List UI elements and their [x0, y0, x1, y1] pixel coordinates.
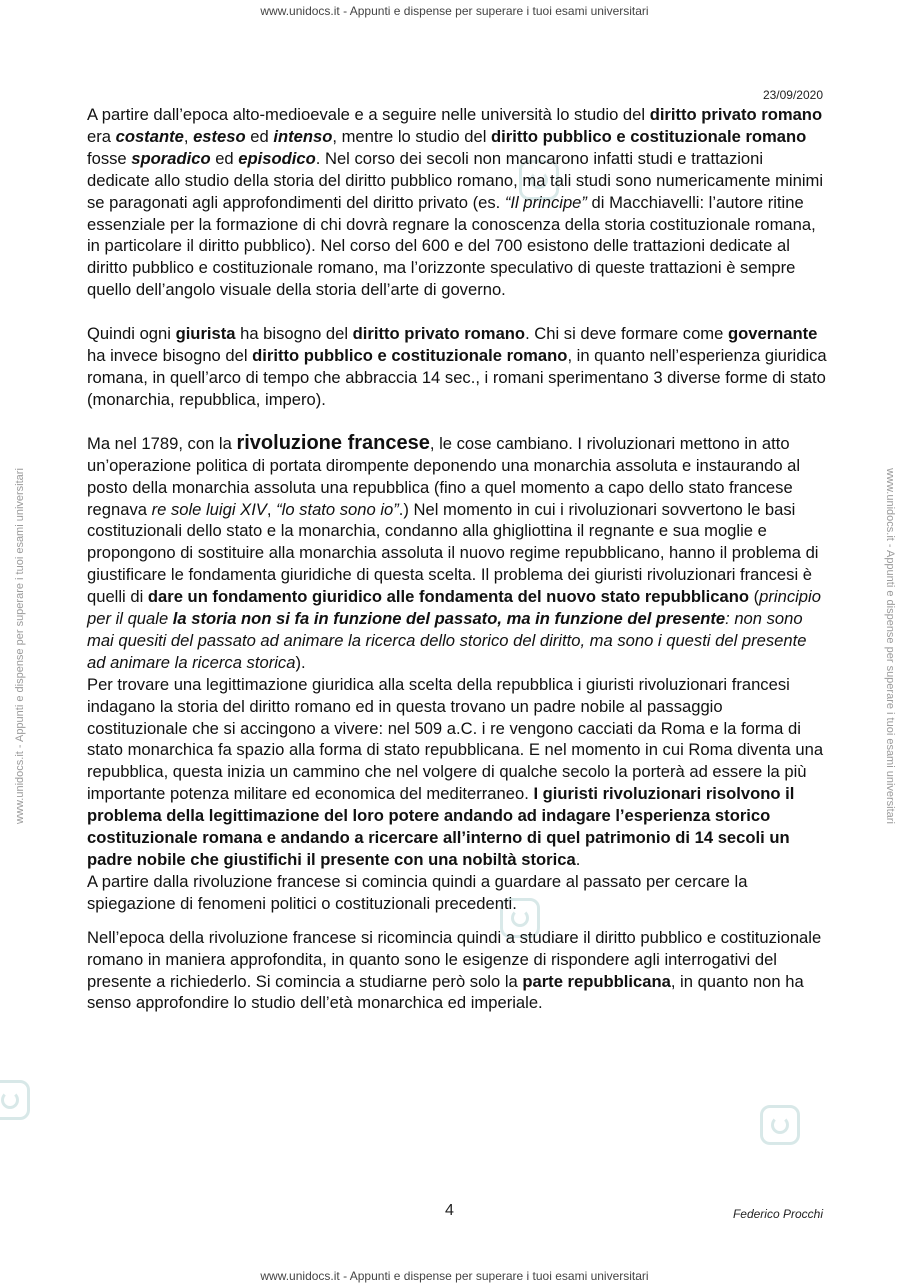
paragraph-4: Per trovare una legittimazione giuridica alla scelta della repubblica i giuristi rivoluzionari francesi indagano la storia del diritto romano ed in questa trovano un padre nobile al passaggio costituzionale che si accingono a vivere: nel 509 a.C. i re vengono cacciati da Roma e la forma di stato monarchica fa spazio alla forma di stato repubblicana. E nel momento in cui Roma diventa una repubblica, questa inizia un cammino che nel volgere di qualche secolo la porterà ad essere la più importante potenza militare ed economica del mediterraneo. I giuristi rivoluzionari risolvono il problema della legittimazione del loro potere andando ad indagare l’esperienza storico costituzionale romana e andando a ricercare all’interno di quel patrimonio di 14 secoli un padre nobile che giustifichi il presente con una nobiltà storica.: [87, 674, 824, 869]
watermark-top: www.unidocs.it - Appunti e dispense per superare i tuoi esami universitari: [260, 4, 649, 18]
watermark-bottom: www.unidocs.it - Appunti e dispense per superare i tuoi esami universitari: [260, 1269, 649, 1283]
paragraph-2: Quindi ogni giurista ha bisogno del diritto privato romano. Chi si deve formare come governante ha invece bisogno del diritto pubblico e costituzionale romano, in quanto nell’esperienza giuridica romana, in quell’arco di tempo che abbraccia 14 sec., i romani sperimentano 3 diverse forme di stato (monarchia, repubblica, impero).: [87, 324, 827, 409]
document-date: 23/09/2020: [762, 88, 823, 102]
paragraph-3: Ma nel 1789, con la rivoluzione francese, le cose cambiano. I rivoluzionari mettono in atto un’operazione politica di portata dirompente deponendo una monarchia assoluta e instaurando al posto della monarchia assoluta una repubblica (fino a quel momento a capo dello stato francese regnava re sole luigi XIV, “lo stato sono io”.) Nel momento in cui i rivoluzionari sovvertono le basi costituzionali dello stato e la monarchia, condanno alla ghigliottina il regnante e sua moglie e propongono di sostituire alla monarchia assoluta il nuovo regime repubblicano, hanno il problema di giustificare le fondamenta giuridiche di questa scelta. Il problema dei giuristi rivoluzionari francesi è quelli di dare un fondamento giuridico alle fondamenta del nuovo stato repubblicano (principio per il quale la storia non si fa in funzione del passato, ma in funzione del presente: non sono mai quesiti del passato ad animare la ricerca dello storico del diritto, ma sono i questi del presente ad animare la ricerca storica).: [87, 431, 821, 672]
unidocs-logo-icon: [760, 1105, 800, 1145]
author-name: Federico Procchi: [732, 1207, 823, 1221]
unidocs-logo-icon: [0, 1080, 30, 1120]
paragraph-5: A partire dalla rivoluzione francese si comincia quindi a guardare al passato per cercare la spiegazione di fenomeni politici o costituzionali precedenti.: [87, 871, 748, 913]
paragraph-6: Nell’epoca della rivoluzione francese si ricomincia quindi a studiare il diritto pubblico e costituzionale romano in maniera approfondita, in quanto sono le esigenze di rispondere agli interrogativi del presente a richiederlo. Si comincia a studiarne però solo la parte repubblicana, in quanto non ha senso approfondire lo studio dell’età monarchica ed imperiale.: [87, 927, 822, 1013]
page-number: 4: [445, 1202, 454, 1219]
watermark-right: www.unidocs.it - Appunti e dispense per superare i tuoi esami universitari: [884, 468, 896, 824]
watermark-left: www.unidocs.it - Appunti e dispense per superare i tuoi esami universitari: [14, 468, 26, 824]
document-body: [87, 104, 827, 1014]
paragraph-1: A partire dall’epoca alto-medioevale e a seguire nelle università lo studio del diritto privato romano era costante, esteso ed intenso, mentre lo studio del diritto pubblico e costituzionale romano fosse sporadico ed episodico. Nel corso dei secoli non mancarono infatti studi e trattazioni dedicate allo studio della storia del diritto pubblico romano, ma tali studi sono numericamente minimi se paragonati agli approfondimenti del diritto privato (es. “Il principe” di Macchiavelli: l’autore ritine essenziale per la formazione di chi dovrà regnare la conoscenza della storia costituzionale romana, in particolare il diritto pubblico). Nel corso del 600 e del 700 esistono delle trattazioni dedicate al diritto pubblico e costituzionale romano, ma l’orizzonte speculativo di queste trattazioni è sempre quello dell’angolo visuale della storia dell’arte di governo.: [87, 105, 824, 300]
